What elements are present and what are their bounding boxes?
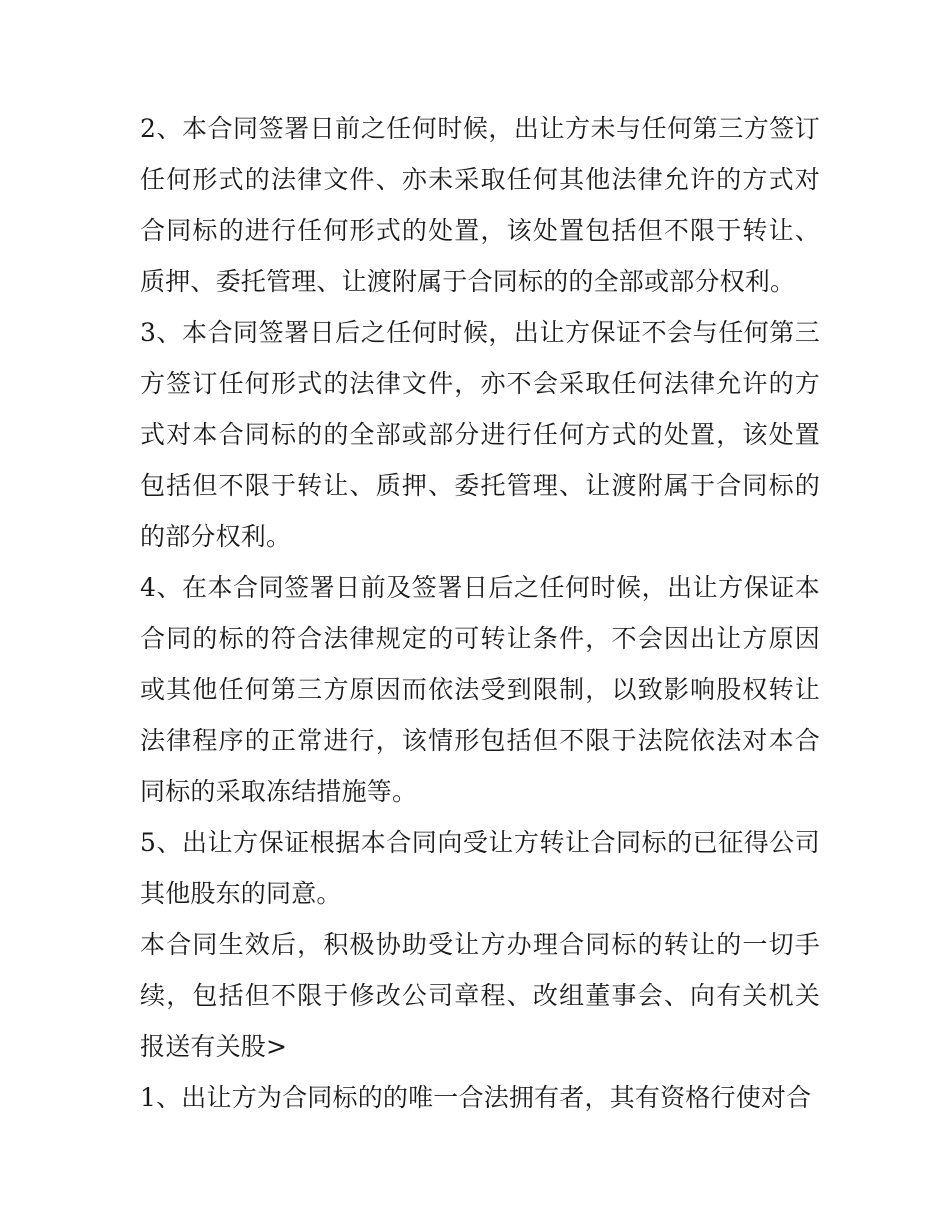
clause-2-paragraph: 2、本合同签署日前之任何时候，出让方未与任何第三方签订任何形式的法律文件、亦未采取任何其他法律允许的方式对合同标的进行任何形式的处置，该处置包括但不限于转让、质押、委托管理、让渡附属于合同标的的全部或部分权利。 xyxy=(140,114,820,296)
clause-3-paragraph: 3、本合同签署日后之任何时候，出让方保证不会与任何第三方签订任何形式的法律文件，亦不会采取任何法律允许的方式对本合同标的的全部或部分进行任何方式的处置，该处置包括但不限于转让、质押、委托管理、让渡附属于合同标的的部分权利。 xyxy=(140,318,820,551)
document-body xyxy=(140,103,820,1123)
clause-5-paragraph: 5、出让方保证根据本合同向受让方转让合同标的已征得公司其他股东的同意。 xyxy=(140,828,820,908)
clause-1-paragraph: 1、出让方为合同标的的唯一合法拥有者，其有资格行使对合 xyxy=(140,1083,812,1112)
clause-4-paragraph: 4、在本合同签署日前及签署日后之任何时候，出让方保证本合同的标的符合法律规定的可转让条件，不会因出让方原因或其他任何第三方原因而依法受到限制，以致影响股权转让法律程序的正常进行，该情形包括但不限于法院依法对本合同标的采取冻结措施等。 xyxy=(140,573,820,806)
post-effect-paragraph: 本合同生效后，积极协助受让方办理合同标的转让的一切手续，包括但不限于修改公司章程、改组董事会、向有关机关报送有关股> xyxy=(140,930,820,1061)
